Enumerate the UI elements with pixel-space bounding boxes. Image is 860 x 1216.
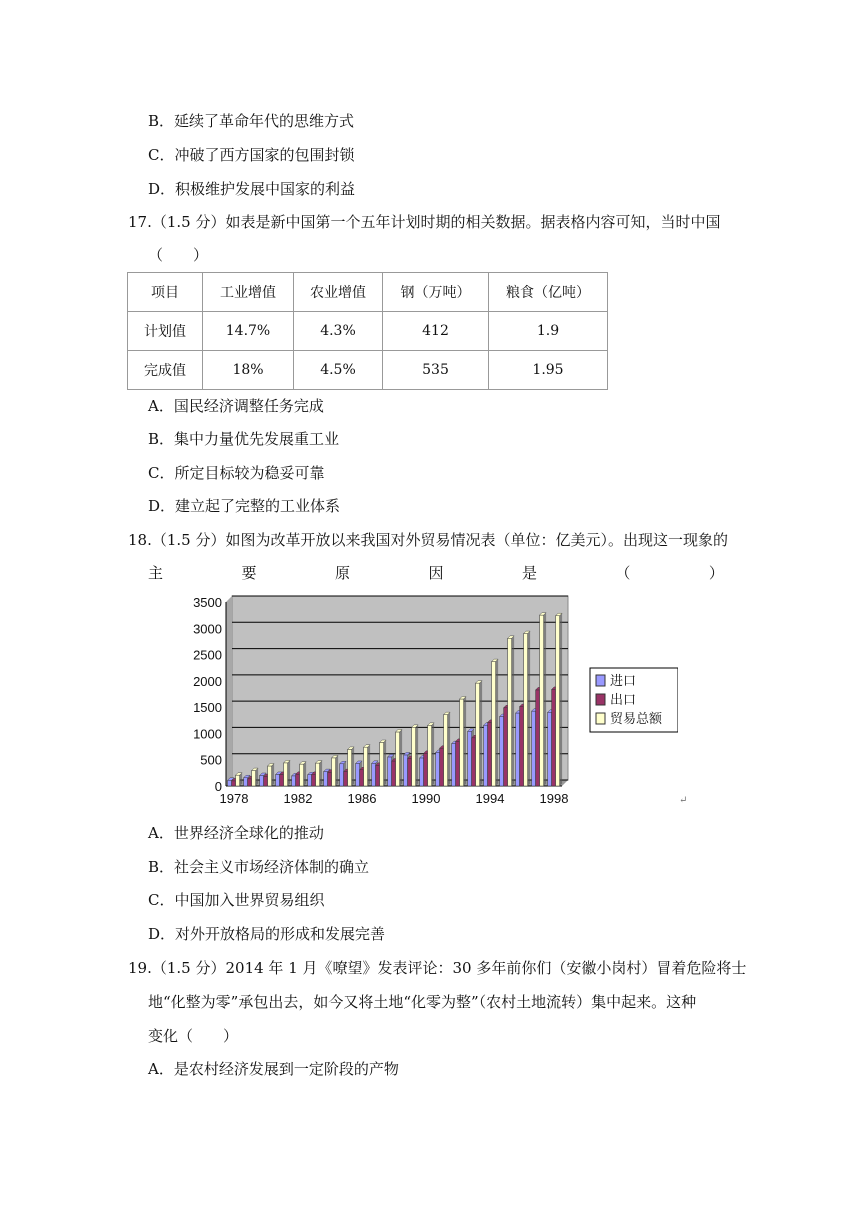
table-cell: 完成值 [128,351,203,390]
bar [284,763,288,786]
bar-side [448,712,451,786]
q18-option-b: B．社会主义市场经济体制的确立 [148,858,370,876]
bar [444,715,448,786]
bar [340,764,344,786]
table-cell: 535 [383,351,489,390]
bar [308,775,312,786]
stem-char: ） [708,564,724,582]
bar [260,775,264,786]
legend-swatch [596,675,605,686]
bar [536,690,540,786]
bar [504,708,508,786]
bar [524,634,528,786]
bar [264,776,268,786]
bar [396,732,400,786]
table-header: 粮食（亿吨） [489,273,608,312]
bar-side [384,740,387,786]
y-tick-label: 3000 [193,621,222,637]
bar [332,758,336,786]
bar [520,707,524,786]
q19-stem-line1: 19.（1.5 分）2014 年 1 月《嘹望》发表评论：30 多年前你们（安徽小岗村）冒着危险将士 [128,959,747,977]
bar-side [512,636,514,786]
return-mark: ↵ [679,795,688,806]
table-cell: 4.5% [294,351,383,390]
q17-stem-paren: （ ） [148,246,209,264]
bar-side [320,761,323,786]
x-tick-label: 1998 [539,791,569,806]
table-header: 工业增值 [203,273,294,312]
q18-stem-spread [148,563,724,583]
bar [328,772,332,786]
q17-option-b: B．集中力量优先发展重工业 [148,430,340,448]
table-cell: 1.9 [489,312,608,351]
bar-side [528,631,531,786]
bar [440,748,444,786]
table-cell: 18% [203,351,294,390]
bar-side [352,747,355,786]
table-row [128,312,608,351]
bar [280,774,284,786]
table-header: 农业增值 [294,273,383,312]
bar [540,615,544,786]
bar [532,711,536,786]
bar [380,743,384,786]
bar [276,774,280,786]
bar-side [496,659,499,786]
bar-side [544,613,547,786]
x-tick-label: 1994 [475,791,505,806]
bar [428,725,432,786]
q16-option-c: C．冲破了西方国家的包围封锁 [148,146,355,164]
bar [548,712,552,786]
bar [412,727,416,786]
bar [348,749,352,786]
bar [456,741,460,786]
bar [252,771,256,786]
bar [552,689,556,786]
bar [424,753,428,786]
bar [388,757,392,786]
bar [420,758,424,786]
x-tick-label: 1978 [219,791,249,806]
stem-char: 因 [428,564,444,582]
bar-side [560,613,563,786]
bar [556,616,560,786]
table-row [128,351,608,390]
bar [452,744,456,786]
bar [468,731,472,786]
bar [484,725,488,786]
y-tick-label: 500 [200,752,222,768]
bar [488,722,492,786]
bar [356,763,360,786]
bar [324,772,328,786]
legend-label: 出口 [610,693,637,708]
bar [492,662,496,786]
bar-side [336,755,339,786]
table-cell: 412 [383,312,489,351]
bar [408,758,412,786]
bar [392,761,396,786]
bar [300,764,304,786]
legend-swatch [596,713,605,724]
bar [436,752,440,786]
stem-char: 要 [241,564,257,582]
bar [296,774,300,786]
q16-option-b: B．延续了革命年代的思维方式 [148,112,355,130]
table-cell: 计划值 [128,312,203,351]
bar-side [256,768,259,786]
y-tick-label: 2500 [193,647,222,663]
q16-option-d: D．积极维护发展中国家的利益 [148,180,356,198]
table-header-row [128,273,608,312]
q19-stem-line3: 变化（ ） [148,1027,239,1045]
x-tick-label: 1986 [347,791,377,806]
bar [516,713,520,786]
bar-side [400,729,403,786]
bar [404,755,408,786]
q18-option-d: D．对外开放格局的形成和发展完善 [148,925,386,943]
table-cell: 14.7% [203,312,294,351]
q18-option-a: A．世界经济全球化的推动 [148,824,324,842]
bar [292,776,296,786]
bar-side [416,725,419,786]
bar-side [304,762,307,786]
bar [476,683,480,786]
q19-option-a: A．是农村经济发展到一定阶段的产物 [148,1060,399,1078]
bar-side [480,681,483,786]
y-tick-label: 2000 [193,673,222,689]
bar [508,638,512,786]
bar-side [272,763,275,786]
bar-side [288,760,291,786]
bar [364,747,368,786]
q18-stem: 18.（1.5 分）如图为改革开放以来我国对外贸易情况表（单位：亿美元）。出现这一现象的 [128,531,728,549]
plot-side-wall [226,596,232,786]
stem-char: 原 [334,564,350,582]
bar-side [368,745,371,786]
bar [248,779,252,786]
stem-char: （ [615,564,631,582]
bar [376,765,380,786]
q17-option-d: D．建立起了完整的工业体系 [148,497,341,515]
trade-bar-chart [186,592,678,808]
y-tick-label: 1500 [193,700,222,716]
table-cell: 1.95 [489,351,608,390]
bar [312,774,316,786]
bar [360,770,364,786]
stem-char: 主 [148,564,164,582]
table-cell: 4.3% [294,312,383,351]
bar [472,738,476,786]
bar [316,763,320,786]
bar [372,763,376,786]
legend-label: 贸易总额 [610,712,663,727]
bar [344,772,348,786]
bar [268,766,272,786]
x-tick-label: 1990 [411,791,441,806]
bar [460,699,464,786]
q17-data-table [127,272,608,390]
y-tick-label: 0 [214,779,222,794]
x-tick-label: 1982 [283,791,313,806]
bar [500,717,504,786]
table-header: 项目 [128,273,203,312]
bar-side [432,723,435,786]
q17-stem: 17.（1.5 分）如表是新中国第一个五年计划时期的相关数据。据表格内容可知，当时中国 [128,213,721,231]
q18-option-c: C．中国加入世界贸易组织 [148,891,325,909]
stem-char: 是 [521,564,537,582]
y-tick-label: 1000 [193,726,222,742]
bar [232,781,236,786]
bar-side [464,696,467,786]
legend-swatch [596,694,605,705]
bar [244,778,248,786]
bar [236,775,240,786]
q19-stem-line2: 地“化整为零”承包出去，如今又将土地“化零为整”（农村土地流转）集中起来。这种 [148,993,697,1011]
table-header: 钢（万吨） [383,273,489,312]
bar [228,780,232,786]
q17-option-a: A．国民经济调整任务完成 [148,397,324,415]
legend-label: 进口 [610,674,637,689]
q17-option-c: C．所定目标较为稳妥可靠 [148,464,325,482]
y-tick-label: 3500 [193,595,222,610]
